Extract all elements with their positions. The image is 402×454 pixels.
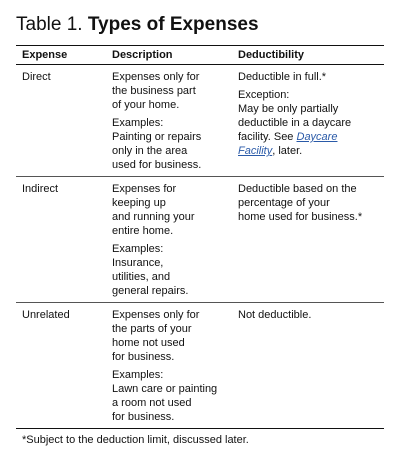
- expense-cell: Unrelated: [22, 309, 70, 321]
- description-cell: [112, 182, 238, 298]
- exception-suffix: , later.: [272, 145, 303, 157]
- description-text: Expenses for keeping up and running your entire home.: [112, 183, 195, 237]
- header-expense: Expense: [22, 49, 68, 61]
- description-text: Expenses only for the business part of your home.: [112, 71, 200, 111]
- exception-text: Exception: May be only partially deductible in a daycare facility. See: [238, 89, 352, 143]
- header-description: Description: [112, 49, 173, 61]
- description-examples: Examples: Insurance, utilities, and general repairs.: [112, 243, 189, 297]
- deductibility-text: Not deductible.: [238, 309, 312, 321]
- table-header-row: [16, 46, 384, 64]
- expense-cell: Direct: [22, 71, 51, 83]
- table-title-text: Types of Expenses: [87, 14, 259, 35]
- expenses-table: [16, 45, 384, 447]
- description-examples: Examples: Painting or repairs only in the area used for business.: [112, 117, 202, 171]
- deductibility-cell: [238, 308, 384, 424]
- table-title-number: Table 1.: [16, 14, 83, 35]
- table-row: [16, 177, 384, 302]
- deductibility-text: Deductible based on the percentage of your home used for business.*: [238, 183, 363, 223]
- table-footnote: *Subject to the deduction limit, discussed later.: [22, 434, 249, 446]
- description-cell: [112, 70, 238, 172]
- deductibility-text: Deductible in full.*: [238, 71, 327, 83]
- deductibility-exception: [238, 88, 384, 158]
- description-cell: [112, 308, 238, 424]
- expense-cell: Indirect: [22, 183, 59, 195]
- deductibility-cell: [238, 70, 384, 172]
- description-examples: Examples: Lawn care or painting a room not used for business.: [112, 369, 218, 423]
- daycare-facility-link[interactable]: Daycare Facility: [238, 131, 338, 157]
- table-row: [16, 303, 384, 428]
- table-title: [16, 13, 259, 37]
- table-row: [16, 65, 384, 176]
- deductibility-cell: [238, 182, 384, 298]
- header-deductibility: Deductibility: [238, 49, 305, 61]
- description-text: Expenses only for the parts of your home not used for business.: [112, 309, 200, 363]
